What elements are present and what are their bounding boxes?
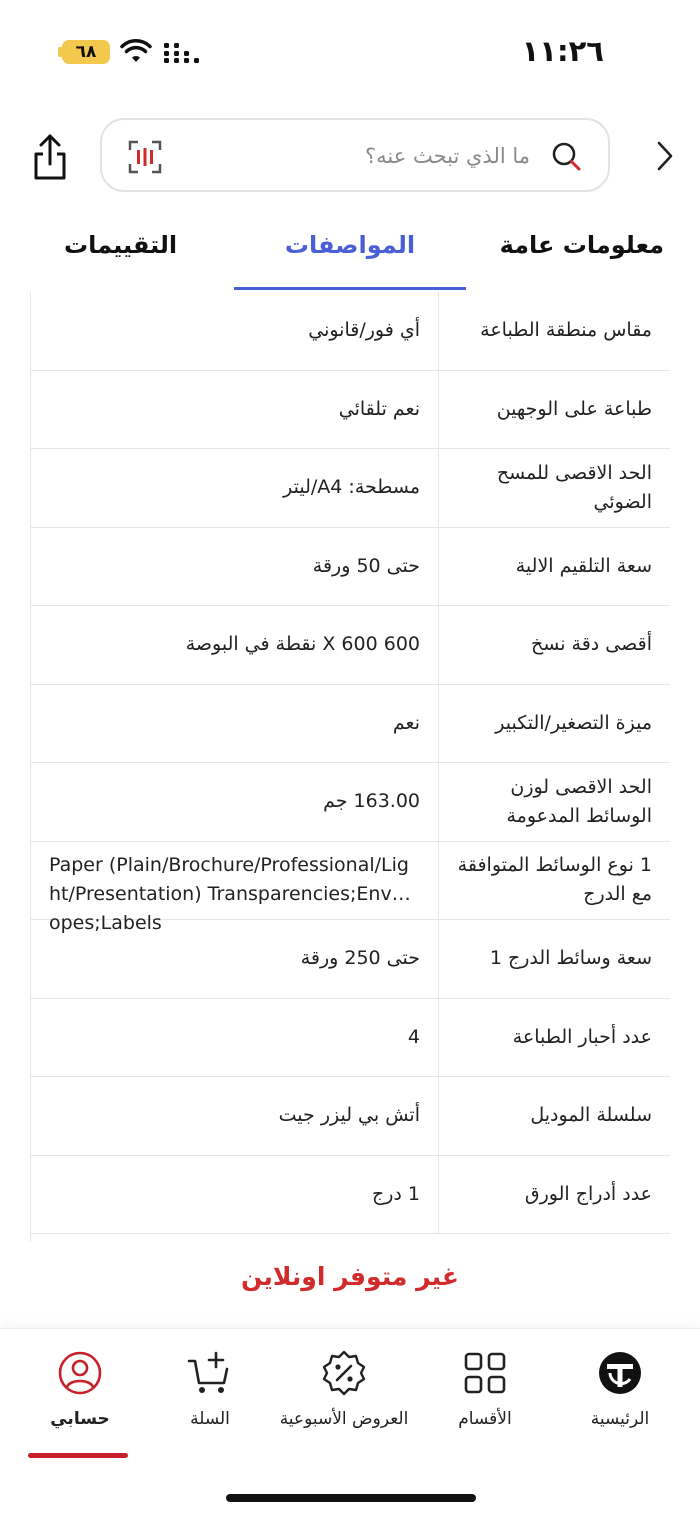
tab-reviews[interactable]: التقييمات: [64, 231, 178, 259]
spec-label: الحد الاقصى للمسح الضوئي: [438, 449, 670, 527]
spec-label: سعة التلقيم الالية: [438, 528, 670, 606]
spec-label: عدد أدراج الورق: [438, 1156, 670, 1234]
spec-value: حتى 250 ورقة: [300, 947, 420, 970]
spec-value: 1 درج: [371, 1182, 420, 1205]
tab-specifications[interactable]: المواصفات: [234, 212, 466, 290]
nav-weekly-offers[interactable]: [269, 1349, 419, 1429]
table-row: [31, 371, 670, 450]
spec-value: 600 X 600 نقطة في البوصة: [185, 633, 420, 656]
tab-general-info[interactable]: معلومات عامة: [499, 231, 664, 259]
table-row: [31, 449, 670, 528]
search-icon[interactable]: [550, 140, 582, 172]
share-icon: [28, 132, 72, 182]
specifications-table: [30, 292, 670, 1242]
spec-value: نعم: [392, 711, 420, 734]
nav-cart-label: السلة: [190, 1409, 230, 1429]
spec-label: أقصى دقة نسخ: [438, 606, 670, 684]
home-logo-icon: [596, 1349, 644, 1397]
search-box[interactable]: [100, 118, 610, 192]
nav-account[interactable]: [10, 1349, 150, 1429]
spec-label: مقاس منطقة الطباعة: [438, 292, 670, 370]
active-tab-indicator: [28, 1453, 128, 1458]
signal-icon: [163, 40, 201, 64]
search-input[interactable]: [230, 136, 530, 176]
nav-weekly-offers-label: العروض الأسبوعية: [279, 1409, 409, 1429]
spec-label: عدد أحبار الطباعة: [438, 999, 670, 1077]
percent-badge-icon: [320, 1349, 368, 1397]
chevron-right-icon[interactable]: [656, 140, 674, 172]
barcode-scan-icon[interactable]: [128, 140, 162, 174]
table-row: [31, 920, 670, 999]
table-row: [31, 842, 670, 935]
availability-status: غير متوفر اونلاين: [241, 1262, 459, 1291]
spec-value: نعم تلقائي: [338, 397, 420, 420]
user-icon: [56, 1349, 104, 1397]
spec-label: سلسلة الموديل: [438, 1077, 670, 1155]
table-row: [31, 528, 670, 607]
status-bar: [0, 0, 700, 100]
table-row: [31, 999, 670, 1078]
spec-value: مسطحة: A4/ليتر: [283, 476, 420, 499]
spec-label: 1 نوع الوسائط المتوافقة مع الدرج: [438, 842, 670, 920]
nav-categories-label: الأقسام: [458, 1409, 512, 1429]
header: [0, 118, 700, 194]
clock: ١١:٢٦: [521, 34, 604, 68]
home-indicator[interactable]: [226, 1494, 476, 1502]
spec-value: Paper (Plain/Brochure/Professional/Light/Presentation) Transparencies;Envelopes;Labels: [49, 854, 409, 935]
nav-home-label: الرئيسية: [590, 1409, 650, 1429]
spec-value: 163.00 جم: [323, 790, 420, 813]
table-row: [31, 1156, 670, 1235]
bottom-navigation: [0, 1328, 700, 1518]
spec-label: طباعة على الوجهين: [438, 371, 670, 449]
spec-value: حتى 50 ورقة: [312, 554, 420, 577]
spec-value: أي فور/قانوني: [308, 319, 420, 342]
spec-label: ميزة التصغير/التكبير: [438, 685, 670, 763]
nav-categories[interactable]: [415, 1349, 555, 1429]
spec-label: الحد الاقصى لوزن الوسائط المدعومة: [438, 763, 670, 841]
table-row: [31, 685, 670, 764]
nav-cart[interactable]: [140, 1349, 280, 1429]
table-row: [31, 1077, 670, 1156]
tab-bar: [0, 212, 700, 292]
spec-label: سعة وسائط الدرج 1: [438, 920, 670, 998]
nav-account-label: حسابي: [50, 1409, 110, 1429]
spec-value: 4: [407, 1025, 420, 1048]
grid-icon: [461, 1349, 509, 1397]
nav-home[interactable]: [550, 1349, 690, 1429]
wifi-icon: [120, 40, 152, 64]
cart-add-icon: [186, 1349, 234, 1397]
spec-value: أتش بي ليزر جيت: [278, 1104, 420, 1127]
table-row: [31, 292, 670, 371]
table-row: [31, 606, 670, 685]
share-button[interactable]: [28, 132, 72, 182]
table-row: [31, 763, 670, 842]
battery-indicator: ٦٨: [62, 40, 110, 64]
